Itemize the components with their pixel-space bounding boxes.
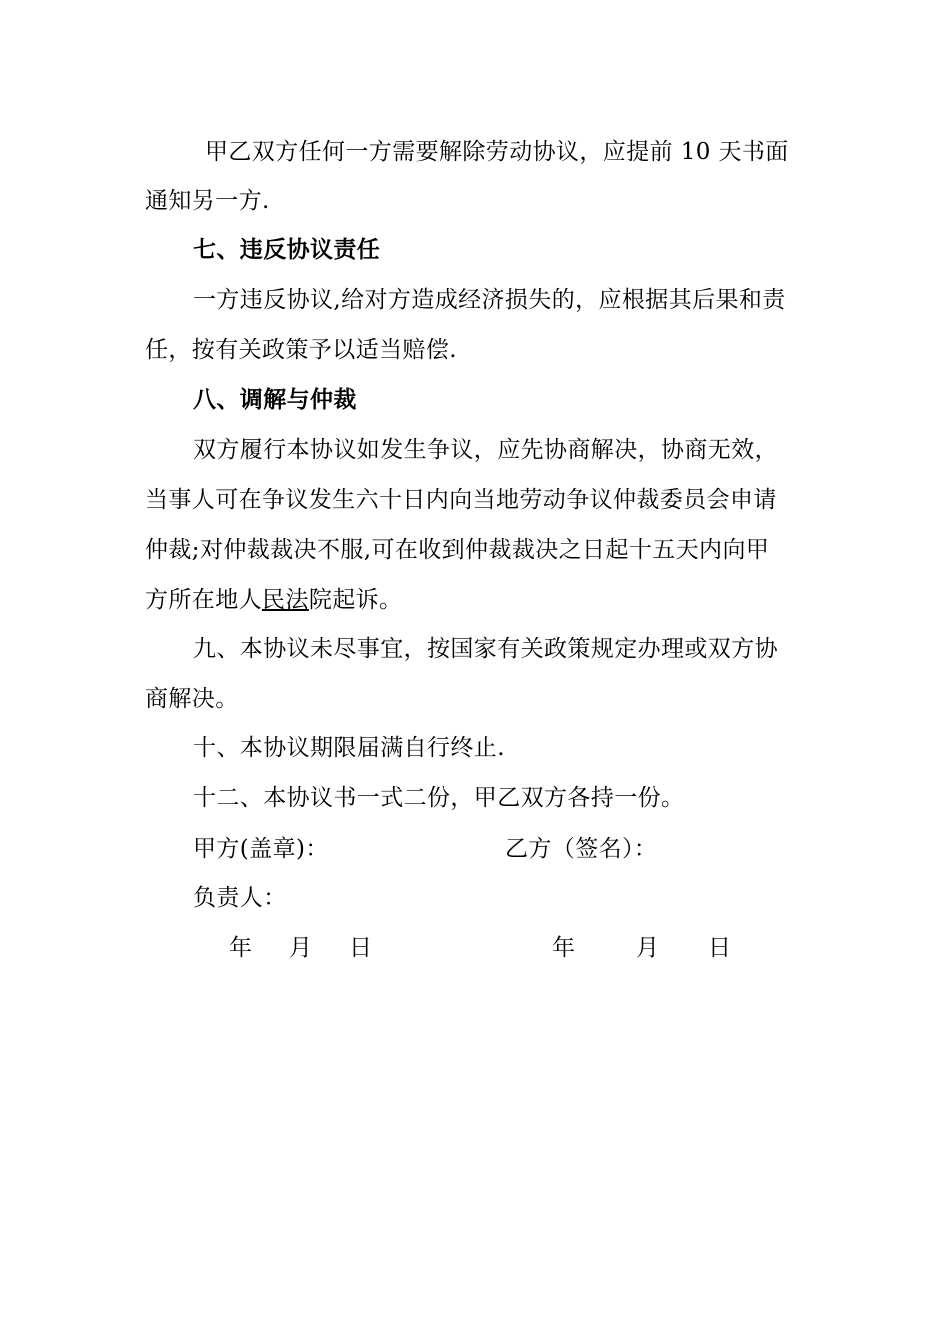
section-8-line-3: 仲裁;对仲裁裁决不服,可在收到仲裁裁决之日起十五天内向甲 (145, 537, 770, 563)
section-9-line-2: 商解决。 (145, 686, 239, 712)
party-b-signature-label: 乙方（签名）： (505, 836, 658, 862)
section-10: 十、本协议期限届满自行终止. (193, 735, 505, 761)
termination-line-1: 甲乙双方任何一方需要解除劳动协议，应提前 10 天书面 (205, 139, 789, 165)
party-a-year: 年 (229, 935, 253, 961)
party-b-day: 日 (708, 935, 732, 961)
party-b-month: 月 (636, 935, 660, 961)
section-8-line-2: 当事人可在争议发生六十日内向当地劳动争议仲裁委员会申请 (145, 487, 777, 513)
section-8-line-1: 双方履行本协议如发生争议，应先协商解决，协商无效， (193, 437, 778, 463)
section-7-line-1: 一方违反协议,给对方造成经济损失的，应根据其后果和责 (193, 287, 786, 313)
section-12: 十二、本协议书一式二份，甲乙双方各持一份。 (193, 785, 685, 811)
responsible-person-label: 负责人： (193, 885, 287, 911)
section-8-line-4-pre: 方所在地人 (145, 587, 262, 613)
party-a-day: 日 (349, 935, 373, 961)
party-a-month: 月 (289, 935, 313, 961)
section-9-line-1: 九、本协议未尽事宜，按国家有关政策规定办理或双方协 (193, 636, 778, 662)
section-7-heading: 七、违反协议责任 (193, 236, 381, 263)
section-8-line-4 (145, 585, 402, 615)
termination-line-2: 通知另一方. (145, 188, 270, 214)
party-b-year: 年 (552, 935, 576, 961)
section-8-line-4-post: 院起诉。 (308, 587, 403, 613)
section-7-line-2: 任，按有关政策予以适当赔偿. (145, 337, 457, 363)
section-8-heading: 八、调解与仲裁 (193, 386, 357, 413)
section-8-line-4-underlined: 民法 (262, 587, 309, 613)
party-a-seal-label: 甲方(盖章)： (193, 836, 329, 862)
